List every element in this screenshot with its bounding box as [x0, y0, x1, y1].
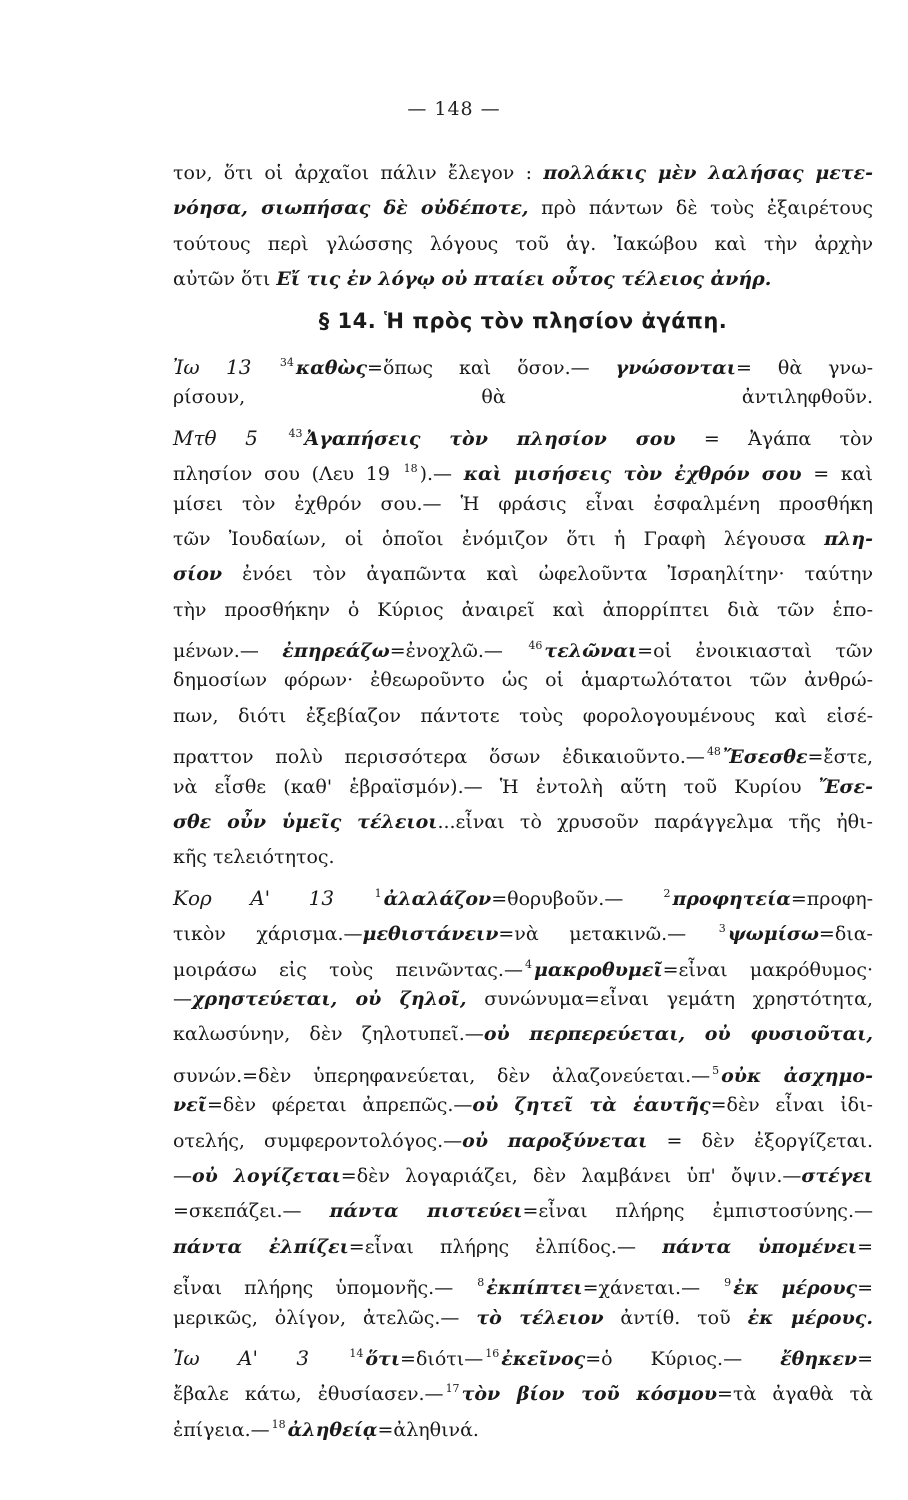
bold-term: ἐκ μέρους.	[747, 1306, 873, 1329]
bold-term: οὐκ ἀσχημο-	[721, 1064, 873, 1087]
bold-term: ἀληθείᾳ	[287, 1418, 378, 1441]
bold-term: ἀλαλάζον	[383, 887, 492, 910]
verse-number: 16	[485, 1346, 500, 1360]
text-line	[173, 1194, 873, 1229]
verse-number: 2	[663, 886, 671, 900]
text-line	[173, 156, 873, 191]
text-line	[173, 1017, 873, 1052]
bold-term: πάντα πιστεύει	[329, 1200, 523, 1223]
bold-term: νόησα, σιωπήσας δὲ οὐδέποτε,	[173, 197, 529, 220]
bold-term: νεῖ	[173, 1094, 207, 1117]
page-number: — 148 —	[407, 98, 501, 120]
text-run: συνών.=δὲν ὑπερηφανεύεται, δὲν ἀλαζονεύεται.—	[173, 1064, 711, 1087]
text-run: —	[173, 1164, 192, 1187]
bold-term: γνώσονται	[615, 356, 736, 379]
bold-term: τὸν βίον τοῦ κόσμου	[461, 1383, 718, 1406]
text-run: τον, ὅτι οἱ ἀρχαῖοι πάλιν ἔλεγον :	[173, 162, 544, 184]
text-run: τούτους περὶ γλώσσης λόγους τοῦ ἁγ. Ἰακώβου καὶ τὴν ἀρχὴν	[173, 232, 873, 255]
bold-term: ὅτι	[365, 1347, 401, 1370]
text-run: μοιράσω εἰς τοὺς πεινῶντας.—	[173, 958, 523, 981]
text-line	[173, 191, 873, 226]
text-run: ἀντίθ. τοῦ	[603, 1306, 748, 1329]
text-run: —	[173, 987, 192, 1010]
text-run: πλησίον σου (Λευ 19	[173, 463, 402, 486]
text-line	[173, 557, 873, 592]
verse-number: 17	[445, 1382, 460, 1396]
text-line	[173, 1265, 873, 1300]
text-line	[173, 1159, 873, 1194]
text-line	[173, 451, 873, 486]
text-run: συνώνυμα=εἶναι γεμάτη χρηστότητα,	[466, 987, 873, 1010]
verse-number: 9	[724, 1276, 732, 1290]
bold-term: ἐκπίπτει	[486, 1277, 583, 1300]
text-run: καλωσύνην, δὲν ζηλοτυπεῖ.—	[173, 1023, 484, 1046]
verse-number: 46	[528, 639, 543, 653]
text-run: =προφη-	[790, 887, 874, 910]
text-run: πραττον πολὺ περισσότερα ὅσων ἐδικαιοῦντο.—	[173, 746, 705, 769]
text-run: ).—	[419, 463, 464, 486]
bold-term: ἔθηκεν	[780, 1347, 858, 1370]
text-run: =δια-	[818, 923, 873, 946]
verse-number: 43	[288, 426, 303, 440]
text-run: = δὲν ἐξοργίζεται.	[647, 1129, 873, 1152]
text-run: =ἔστε,	[807, 746, 873, 769]
text-line	[173, 522, 873, 557]
text-line	[173, 1230, 873, 1265]
bold-term: Εἴ τις ἐν λόγῳ οὐ πταίει οὗτος τέλειος ἀνήρ.	[276, 268, 772, 291]
text-run: =σκεπάζει.—	[173, 1200, 330, 1223]
bold-term: ἐπηρεάζω	[282, 640, 390, 663]
text-run: =εἶναι μακρόθυμος·	[662, 958, 874, 981]
verse-number: 5	[712, 1063, 720, 1077]
bold-term: τὸ τέλειον	[476, 1306, 604, 1329]
text-run: =δὲν εἶναι ἰδι-	[710, 1094, 873, 1117]
text-line	[173, 628, 873, 663]
text-run: τικὸν χάρισμα.—	[173, 923, 363, 946]
text-line	[173, 593, 873, 628]
bold-term: προφητεία	[672, 887, 791, 910]
text-line	[173, 1371, 873, 1406]
text-line	[173, 1301, 873, 1336]
text-run: κῆς τελειότητος.	[173, 846, 335, 869]
text-run: ρίσουν, θὰ ἀντιληφθοῦν.	[173, 386, 873, 409]
text-run: ἐπίγεια.—	[173, 1418, 270, 1441]
text-run: = καὶ	[801, 463, 873, 486]
bold-term: πάντα ὑπομένει	[662, 1235, 858, 1258]
text-line	[173, 876, 873, 911]
verse-number: 34	[279, 355, 294, 369]
text-line	[173, 1088, 873, 1123]
scripture-reference: Ἰω 13	[173, 354, 278, 379]
bold-term: ψωμίσω	[727, 923, 819, 946]
text-run: νὰ εἶσθε (καθ' ἑβραϊσμόν).— Ἡ ἐντολὴ αὕτη τοῦ Κυρίου	[173, 775, 819, 798]
text-run: =θορυβοῦν.—	[491, 887, 662, 910]
text-run: τῶν Ἰουδαίων, οἱ ὁποῖοι ἐνόμιζον ὅτι ἡ Γραφὴ λέγουσα	[173, 527, 825, 550]
text-run: μένων.—	[173, 640, 283, 663]
text-run: =τὰ ἀγαθὰ τὰ	[717, 1383, 874, 1406]
bold-term: χρηστεύεται, οὐ ζηλοῖ,	[192, 987, 467, 1010]
text-line	[173, 947, 873, 982]
text-run: μίσει τὸν ἐχθρόν σου.— Ἡ φράσις εἶναι ἐσφαλμένη προσθήκη	[173, 492, 873, 515]
scripture-reference: Μτθ 5	[173, 425, 287, 450]
text-run: δημοσίων φόρων· ἐθεωροῦντο ὡς οἱ ἁμαρτωλότατοι τῶν ἀνθρώ-	[173, 669, 873, 692]
bold-term: Ἔσεσθε	[722, 746, 808, 769]
text-run: οτελής, συμφεροντολόγος.—	[173, 1129, 463, 1152]
bold-term: πάντα ἐλπίζει	[173, 1235, 349, 1258]
text-run: =	[857, 1277, 873, 1300]
text-line	[173, 345, 873, 380]
scripture-reference: Ἰω Α' 3	[173, 1345, 348, 1370]
bold-term: οὐ λογίζεται	[192, 1164, 341, 1187]
text-line	[173, 699, 873, 734]
text-line	[173, 734, 873, 769]
text-run: =νὰ μετακινῶ.—	[498, 923, 717, 946]
text-run: =εἶναι πλήρης ἐλπίδος.—	[348, 1235, 663, 1258]
text-run: =ἐνοχλῶ.—	[389, 640, 527, 663]
text-run: =	[857, 1347, 874, 1370]
text-run: =χάνεται.—	[582, 1277, 723, 1300]
text-line	[173, 1053, 873, 1088]
text-run: ἐνόει τὸν ἀγαπῶντα καὶ ὠφελοῦντα Ἰσραηλίτην· ταύτην	[222, 563, 873, 586]
bold-term: πολλάκις μὲν λαλήσας μετε-	[543, 162, 873, 184]
text-run: τὴν προσθήκην ὁ Κύριος ἀναιρεῖ καὶ ἀπορρίπτει διὰ τῶν ἑπο-	[173, 598, 873, 621]
text-run: ἔβαλε κάτω, ἐθυσίασεν.—	[173, 1383, 444, 1406]
text-line	[173, 805, 873, 840]
bold-term: Ἔσε-	[818, 775, 873, 798]
text-run: =οἱ ἐνοικιασταὶ τῶν	[637, 640, 874, 663]
text-line	[173, 487, 873, 522]
verse-number: 18	[271, 1417, 286, 1431]
bold-term: οὐ περπερεύεται, οὐ φυσιοῦται,	[483, 1023, 874, 1046]
scripture-reference: Κορ Α' 13	[173, 885, 373, 910]
text-run: =ὁ Κύριος.—	[585, 1347, 781, 1370]
section-heading: § 14. Ἡ πρὸς τὸν πλησίον ἀγάπη.	[318, 308, 728, 333]
text-run: =εἶναι πλήρης ἐμπιστοσύνης.—	[522, 1200, 873, 1223]
text-line	[173, 416, 873, 451]
bold-term: στέγει	[801, 1164, 873, 1187]
text-run: πων, διότι ἐξεβίαζον πάντοτε τοὺς φορολογουμένους καὶ εἰσέ-	[173, 704, 873, 727]
verse-number: 14	[349, 1346, 364, 1360]
text-line	[173, 227, 873, 262]
text-run: =ἀληθινά.	[377, 1418, 479, 1441]
bold-term: μακροθυμεῖ	[533, 958, 663, 981]
text-line	[173, 982, 873, 1017]
text-line	[173, 770, 873, 805]
bold-term: Ἀγαπήσεις τὸν πλησίον σου	[304, 427, 676, 450]
text-run: αὐτῶν ὅτι	[173, 268, 277, 291]
text-line	[173, 1407, 873, 1442]
bold-term: σίον	[173, 563, 223, 586]
text-line	[173, 911, 873, 946]
text-run: μερικῶς, ὀλίγον, ἀτελῶς.—	[173, 1306, 477, 1329]
verse-number: 4	[524, 957, 532, 971]
verse-number: 18	[403, 462, 418, 476]
bold-term: σθε οὖν ὑμεῖς τέλειοι	[173, 811, 438, 834]
bold-term: ἐκ μέρους	[733, 1277, 858, 1300]
text-run: =ὅπως καὶ ὅσον.—	[367, 356, 616, 379]
text-run: =δὲν λογαριάζει, δὲν λαμβάνει ὑπ' ὄψιν.—	[340, 1164, 802, 1187]
verse-number: 48	[706, 745, 721, 759]
bold-term: ἐκεῖνος	[501, 1347, 586, 1370]
text-run: ...εἶναι τὸ χρυσοῦν παράγγελμα τῆς ἠθι-	[437, 811, 873, 834]
bold-term: οὐ παροξύνεται	[462, 1129, 648, 1152]
text-line	[173, 663, 873, 698]
text-run: =	[857, 1235, 873, 1258]
text-body	[173, 156, 873, 1442]
text-run: =δὲν φέρεται ἀπρεπῶς.—	[206, 1094, 473, 1117]
text-run: = Ἀγάπα τὸν	[675, 427, 874, 450]
bold-term: πλη-	[824, 527, 873, 550]
bold-term: καὶ μισήσεις τὸν ἐχθρόν σου	[463, 463, 802, 486]
text-line	[173, 262, 873, 297]
bold-term: τελῶναι	[544, 640, 638, 663]
text-run: =διότι—	[400, 1347, 484, 1370]
bold-term: μεθιστάνειν	[362, 923, 499, 946]
text-run: = θὰ γνω-	[735, 356, 873, 379]
verse-number: 1	[374, 886, 382, 900]
verse-number: 8	[477, 1276, 485, 1290]
text-line	[173, 380, 873, 415]
text-line	[173, 1336, 873, 1371]
text-run: εἶναι πλήρης ὑπομονῆς.—	[173, 1277, 476, 1300]
bold-term: καθὼς	[295, 356, 368, 379]
verse-number: 3	[718, 922, 726, 936]
bold-term: οὐ ζητεῖ τὰ ἑαυτῆς	[472, 1094, 711, 1117]
text-run: πρὸ πάντων δὲ τοὺς ἐξαιρέτους	[528, 197, 873, 220]
text-line	[173, 840, 873, 875]
text-line	[173, 1124, 873, 1159]
